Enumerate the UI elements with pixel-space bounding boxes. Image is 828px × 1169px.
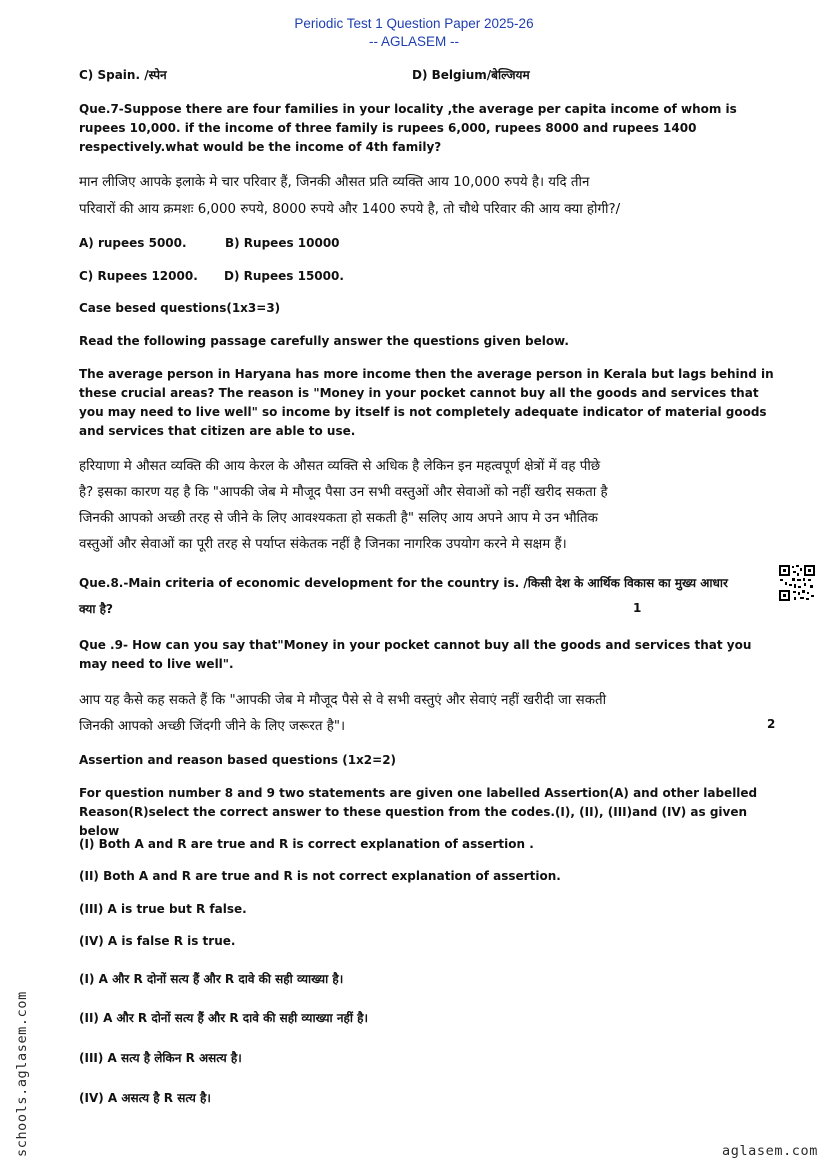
- q7-option-b: B) Rupees 10000: [225, 236, 340, 250]
- code-hi-1: (I) A और R दोनों सत्य हैं और R दावे की सही व्याख्या है।: [79, 972, 344, 986]
- code-en-4: (IV) A is false R is true.: [79, 934, 236, 948]
- option-d-prev: D) Belgium/बेल्जियम: [412, 68, 530, 82]
- q8-line1: Que.8.-Main criteria of economic development for the country is. /किसी देश के आर्थिक विकास का मुख्य आधार: [79, 576, 728, 590]
- option-c-prev: C) Spain. /स्पेन: [79, 68, 167, 82]
- qr-code-icon: [778, 564, 816, 602]
- code-en-2: (II) Both A and R are true and R is not correct explanation of assertion.: [79, 869, 561, 883]
- page-header-title: Periodic Test 1 Question Paper 2025-26: [294, 16, 534, 31]
- q9-marks: 2: [767, 717, 776, 731]
- page-header-subtitle: -- AGLASEM --: [368, 34, 459, 49]
- code-hi-3: (III) A सत्य है लेकिन R असत्य है।: [79, 1051, 242, 1065]
- case-passage-hindi-3: जिनकी आपको अच्छी तरह से जीने के लिए आवश्यकता हो सकती है" सलिए आय अपने आप मे उन भौतिक: [79, 511, 598, 526]
- q7-english: Que.7-Suppose there are four families in your locality ,the average per capita income of whom is rupees 10,000. if the income of three family is rupees 6,000, rupees 8000 and rupees 1400 respectively.what would be the income of 4th family?: [79, 102, 737, 154]
- code-en-3: (III) A is true but R false.: [79, 902, 247, 916]
- q7-hindi-line2: परिवारों की आय क्रमशः 6,000 रुपये, 8000 रुपये और 1400 रुपये है, तो चौथे परिवार की आय क्या होगी?/: [79, 202, 621, 217]
- q8-line2: क्या है?: [79, 602, 113, 616]
- code-en-1: (I) Both A and R are true and R is correct explanation of assertion .: [79, 837, 534, 851]
- q7-option-c: C) Rupees 12000.: [79, 269, 198, 283]
- q7-option-a: A) rupees 5000.: [79, 236, 187, 250]
- assertion-heading: Assertion and reason based questions (1x2=2): [79, 753, 397, 767]
- side-watermark: schools.aglasem.com: [14, 991, 30, 1157]
- case-passage-hindi-4: वस्तुओं और सेवाओं का पूरी तरह से पर्याप्त संकेतक नहीं है जिनका नागरिक उपयोग करने मे सक्षम हैं।: [79, 537, 567, 552]
- footer-watermark: aglasem.com: [721, 1143, 818, 1159]
- code-hi-2: (II) A और R दोनों सत्य हैं और R दावे की सही व्याख्या नहीं है।: [79, 1011, 369, 1025]
- assertion-instruction: For question number 8 and 9 two statements are given one labelled Assertion(A) and other labelled Reason(R)select the correct answer to these question from the codes.(I), (II), (III)and (IV) as given below: [79, 786, 758, 838]
- q8-marks: 1: [633, 601, 642, 615]
- q7-option-d: D) Rupees 15000.: [224, 269, 344, 283]
- code-hi-4: (IV) A असत्य है R सत्य है।: [79, 1091, 211, 1105]
- case-instruction: Read the following passage carefully answer the questions given below.: [79, 334, 569, 348]
- case-passage-hindi-1: हरियाणा मे औसत व्यक्ति की आय केरल के औसत व्यक्ति से अधिक है लेकिन इन महत्वपूर्ण क्षेत्रों में वह पीछे: [79, 459, 601, 474]
- q7-hindi-line1: मान लीजिए आपके इलाके मे चार परिवार हैं, जिनकी औसत प्रति व्यक्ति आय 10,000 रुपये है। यदि तीन: [79, 175, 590, 190]
- case-heading: Case besed questions(1x3=3): [79, 301, 281, 315]
- q9-hindi-line2: जिनकी आपको अच्छी जिंदगी जीने के लिए जरूरत है"।: [79, 719, 346, 734]
- q9-hindi-line1: आप यह कैसे कह सकते हैं कि "आपकी जेब मे मौजूद पैसे से वे सभी वस्तुएं और सेवाएं नहीं खरीदी जा सकती: [79, 693, 607, 708]
- case-passage-english: The average person in Haryana has more income then the average person in Kerala but lags behind in these crucial areas? The reason is "Money in your pocket cannot buy all the goods and services that you may need to live well" so income by itself is not completely adequate indicator of material goods and services that citizen are able to use.: [79, 367, 774, 438]
- q9-english: Que .9- How can you say that"Money in your pocket cannot buy all the goods and services that you may need to live well".: [79, 638, 752, 671]
- case-passage-hindi-2: है? इसका कारण यह है कि "आपकी जेब मे मौजूद पैसा उन सभी वस्तुओं और सेवाओं को नहीं खरीद सकता है: [79, 485, 608, 500]
